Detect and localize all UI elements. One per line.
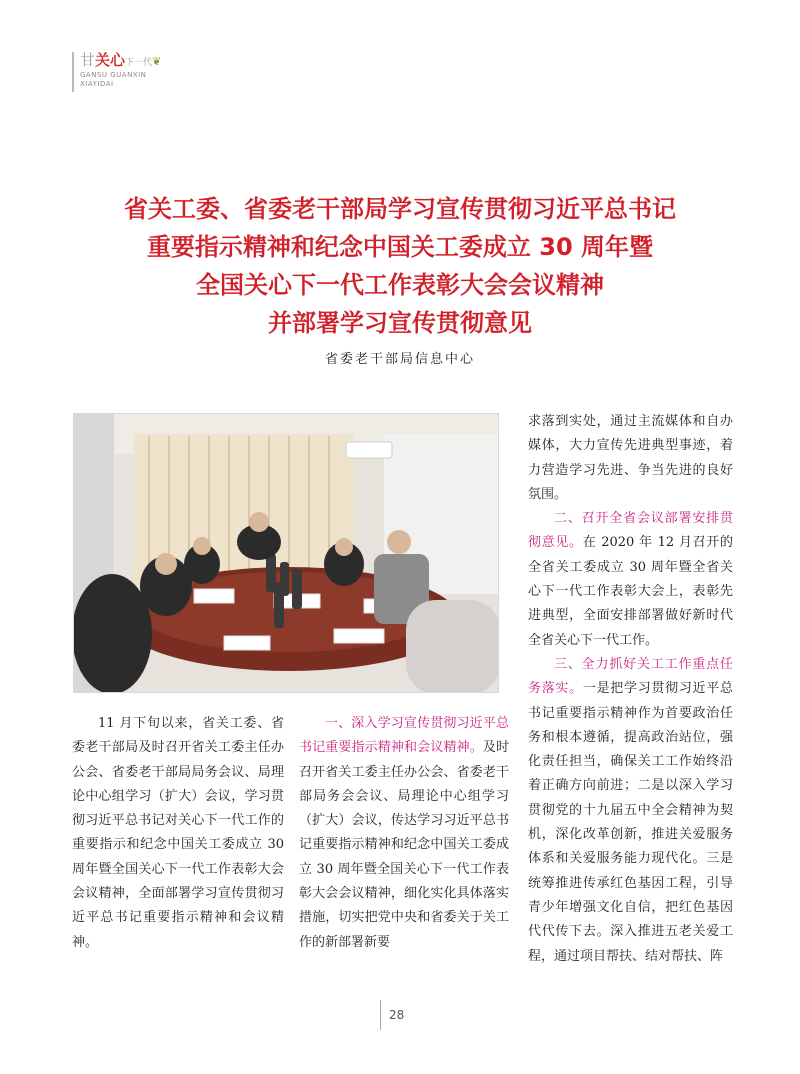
section-3-heading: 三、全力抓好关工工作重点任务落实。 (528, 656, 733, 697)
title-line-4: 并部署学习宣传贯彻意见 (268, 309, 532, 337)
column-2 (299, 712, 509, 955)
article-title (40, 190, 760, 342)
masthead-brand (80, 52, 161, 89)
section-2-body: 在 2020 年 12 月召开的全省关工委成立 30 周年暨全省关心下一代工作表彰大会上，表彰先进典型，全面安排部署做好新时代全省关心下一代工作。 (528, 535, 733, 648)
col3-continuation: 求落到实处，通过主流媒体和自办媒体，大力宣传先进典型事迹，着力营造学习先进、争当先进的良好氛围。 (528, 414, 733, 502)
masthead (72, 52, 161, 92)
col3-section-3 (528, 653, 733, 969)
col1-paragraph: 11 月下旬以来，省关工委、省委老干部局及时召开省关工委主任办公会、省委老干部局局务会议、局理论中心组学习（扩大）会议，学习贯彻习近平总书记对关心下一代工作的重要指示和纪念中国关工委成立 30 周年暨全国关心下一代工作表彰大会会议精神，全面部署学习宣传贯彻习近平总书记重要指示精神和会议精神。 (72, 716, 284, 950)
page-number: 28 (389, 1008, 405, 1022)
masthead-logo (80, 52, 161, 71)
masthead-pinyin-2: XIAYIDAI (80, 80, 114, 88)
section-1-heading: 一、深入学习宣传贯彻习近平总书记重要指示精神和会议精神。 (299, 716, 509, 756)
masthead-bar (72, 52, 74, 92)
title-line-3: 全国关心下一代工作表彰大会会议精神 (196, 271, 604, 299)
folio-divider (380, 1000, 381, 1030)
meeting-photo-illustration (74, 414, 499, 693)
column-1 (72, 712, 284, 955)
col3-section-2 (528, 507, 733, 653)
masthead-pinyin-1: GANSU GUANXIN (80, 71, 147, 79)
byline: 省委老干部局信息中心 (324, 352, 475, 367)
page-folio (380, 1000, 404, 1030)
column-3 (528, 410, 733, 969)
col2-paragraph (299, 712, 509, 955)
meeting-photo (73, 413, 499, 693)
title-line-2: 重要指示精神和纪念中国关工委成立 30 周年暨 (146, 233, 654, 261)
logo-heart: 关心 (95, 51, 126, 69)
leaf-icon: ❦ (152, 55, 162, 68)
section-1-body: 及时召开省关工委主任办公会、省委老干部局务会会议、局理论中心组学习（扩大）会议，传达学习习近平总书记重要指示精神和纪念中国关工委成立 30 周年暨全国关心下一代工作表彰大会会议精神，细化实化具体落实措施，切实把党中央和省委关于关工作的新部署新要 (299, 740, 509, 950)
logo-gan: 甘 (80, 51, 96, 69)
section-2-heading: 二、召开全省会议部署安排贯彻意见。 (528, 511, 733, 551)
logo-small: 下一代 (125, 58, 153, 68)
title-line-1: 省关工委、省委老干部局学习宣传贯彻习近平总书记 (124, 195, 676, 223)
section-3-body: 一是把学习贯彻习近平总书记重要指示精神作为首要政治任务和根本遵循，提高政治站位，强化责任担当，确保关工工作始终沿着正确方向前进；二是以深入学习贯彻党的十九届五中全会精神为契机，深化改革创新，推进关爱服务体系和关爱服务能力现代化。三是统筹推进传承红色基因工程，引导青少年增强文化自信，把红色基因代代传下去。深入推进五老关爱工程，通过项目帮扶、结对帮扶、阵 (528, 681, 733, 964)
